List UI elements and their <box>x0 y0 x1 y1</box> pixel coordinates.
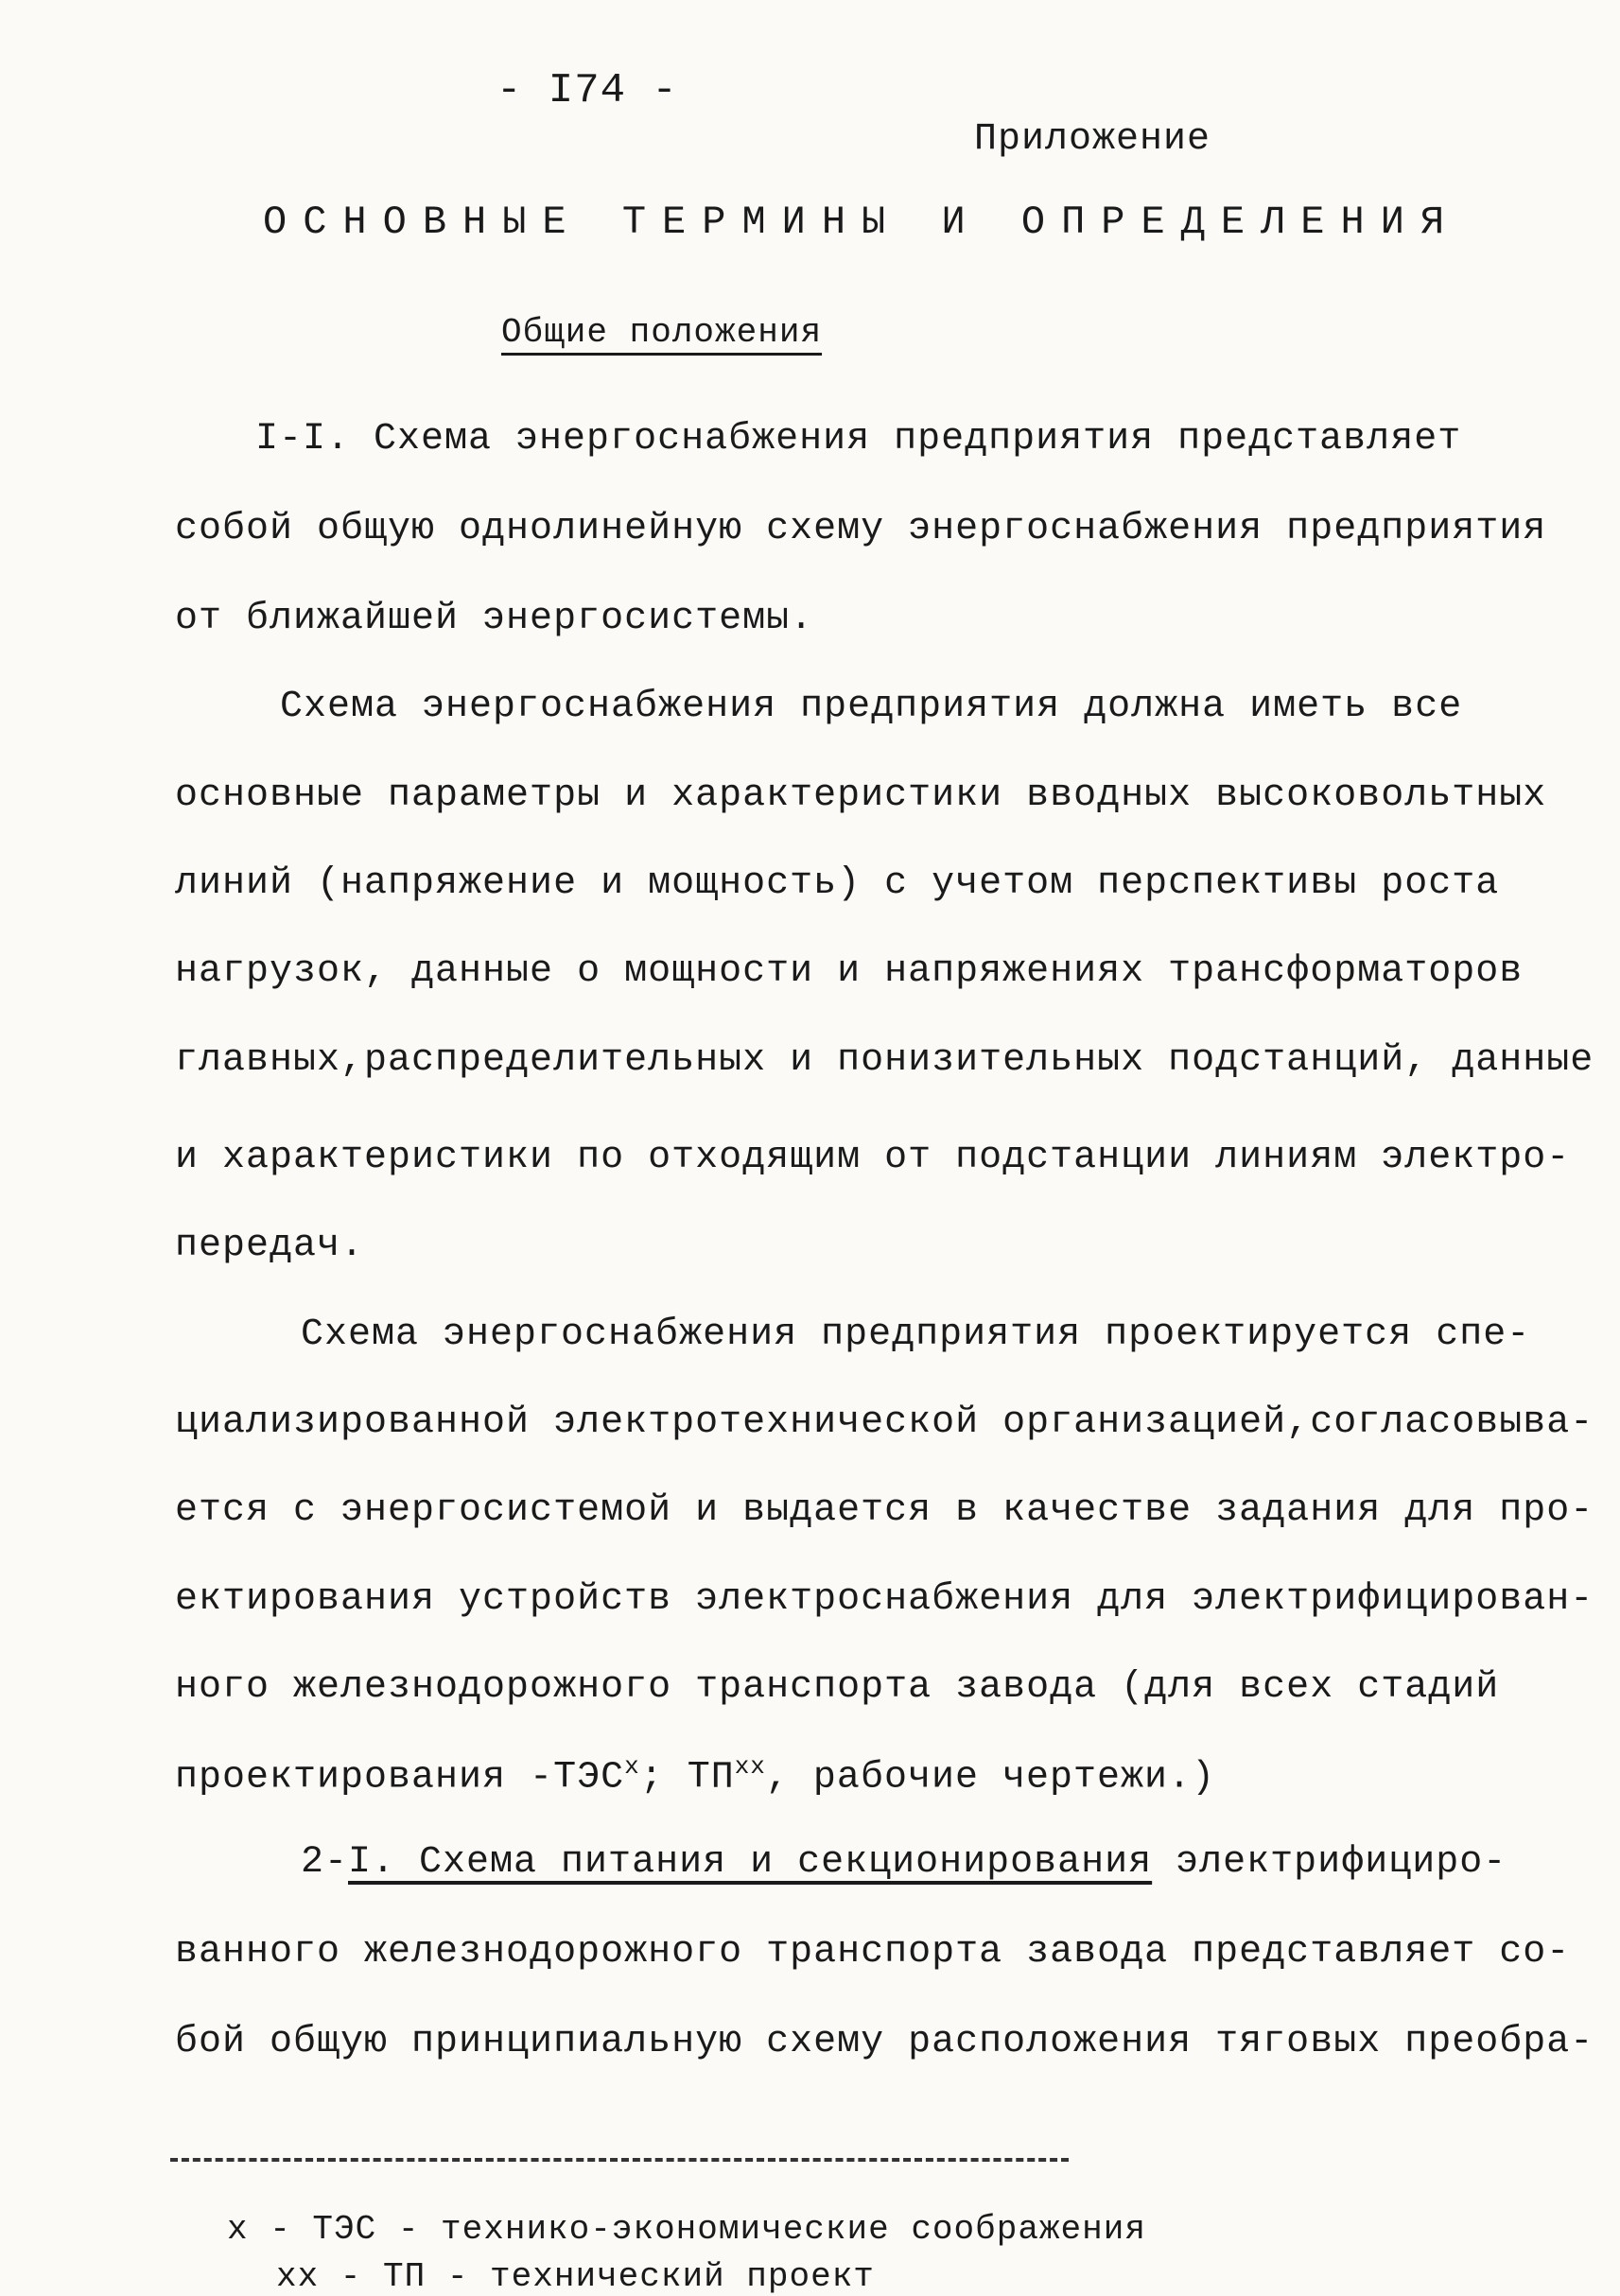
line-mid: ; ТП <box>639 1756 735 1800</box>
text-line <box>175 1752 1215 1800</box>
text-line: ванного железнодорожного транспорта завода представляет со- <box>175 1931 1571 1974</box>
footnote: хх - ТП - технический проект <box>276 2257 875 2296</box>
text-line: линий (напряжение и мощность) с учетом перспективы роста <box>175 862 1500 905</box>
text-line: ектирования устройств электроснабжения для электрифицирован- <box>175 1578 1594 1621</box>
text-line: Схема энергоснабжения предприятия проектируется спе- <box>301 1313 1531 1356</box>
text-line: и характеристики по отходящим от подстанции линиям электро- <box>175 1137 1571 1179</box>
footnote-mark: х <box>624 1752 640 1781</box>
appendix-label: Приложение <box>974 118 1211 161</box>
page-title: ОСНОВНЫЕ ТЕРМИНЫ И ОПРЕДЕЛЕНИЯ <box>263 200 1461 245</box>
text-line: передач. <box>175 1225 365 1267</box>
text-line: бой общую принципиальную схему расположения тяговых преобра- <box>175 2021 1594 2063</box>
text-line: ется с энергосистемой и выдается в качестве задания для про- <box>175 1489 1594 1532</box>
text-line <box>301 1841 1507 1884</box>
footnote-mark: хх <box>734 1752 766 1781</box>
underlined-heading: I. Схема питания и секционирования <box>348 1841 1153 1884</box>
text-line: от ближайшей энергосистемы. <box>175 598 814 640</box>
section-heading: Общие положения <box>501 313 823 352</box>
item-number: 2- <box>301 1841 349 1884</box>
text-line: ного железнодорожного транспорта завода (для всех стадий <box>175 1666 1500 1709</box>
page-number: - I74 - <box>496 67 678 114</box>
line-suffix: , рабочие чертежи.) <box>765 1756 1215 1800</box>
footnote-divider <box>170 2158 1069 2162</box>
line-prefix: проектирования -ТЭС <box>175 1756 625 1800</box>
text-line: Схема энергоснабжения предприятия должна иметь все <box>280 686 1463 728</box>
footnote: х - ТЭС - технико-экономические соображения <box>227 2210 1146 2249</box>
line-rest: электрифициро- <box>1152 1841 1507 1884</box>
text-line: циализированной электротехнической организацией,согласовыва- <box>175 1401 1594 1444</box>
text-line: собой общую однолинейную схему энергоснабжения предприятия <box>175 508 1547 550</box>
text-line: I-I. Схема энергоснабжения предприятия представляет <box>255 418 1462 461</box>
text-line: главных,распределительных и понизительных подстанций, данные <box>175 1039 1594 1082</box>
text-line: нагрузок, данные о мощности и напряжениях трансформаторов <box>175 950 1524 993</box>
text-line: основные параметры и характеристики вводных высоковольтных <box>175 774 1547 817</box>
